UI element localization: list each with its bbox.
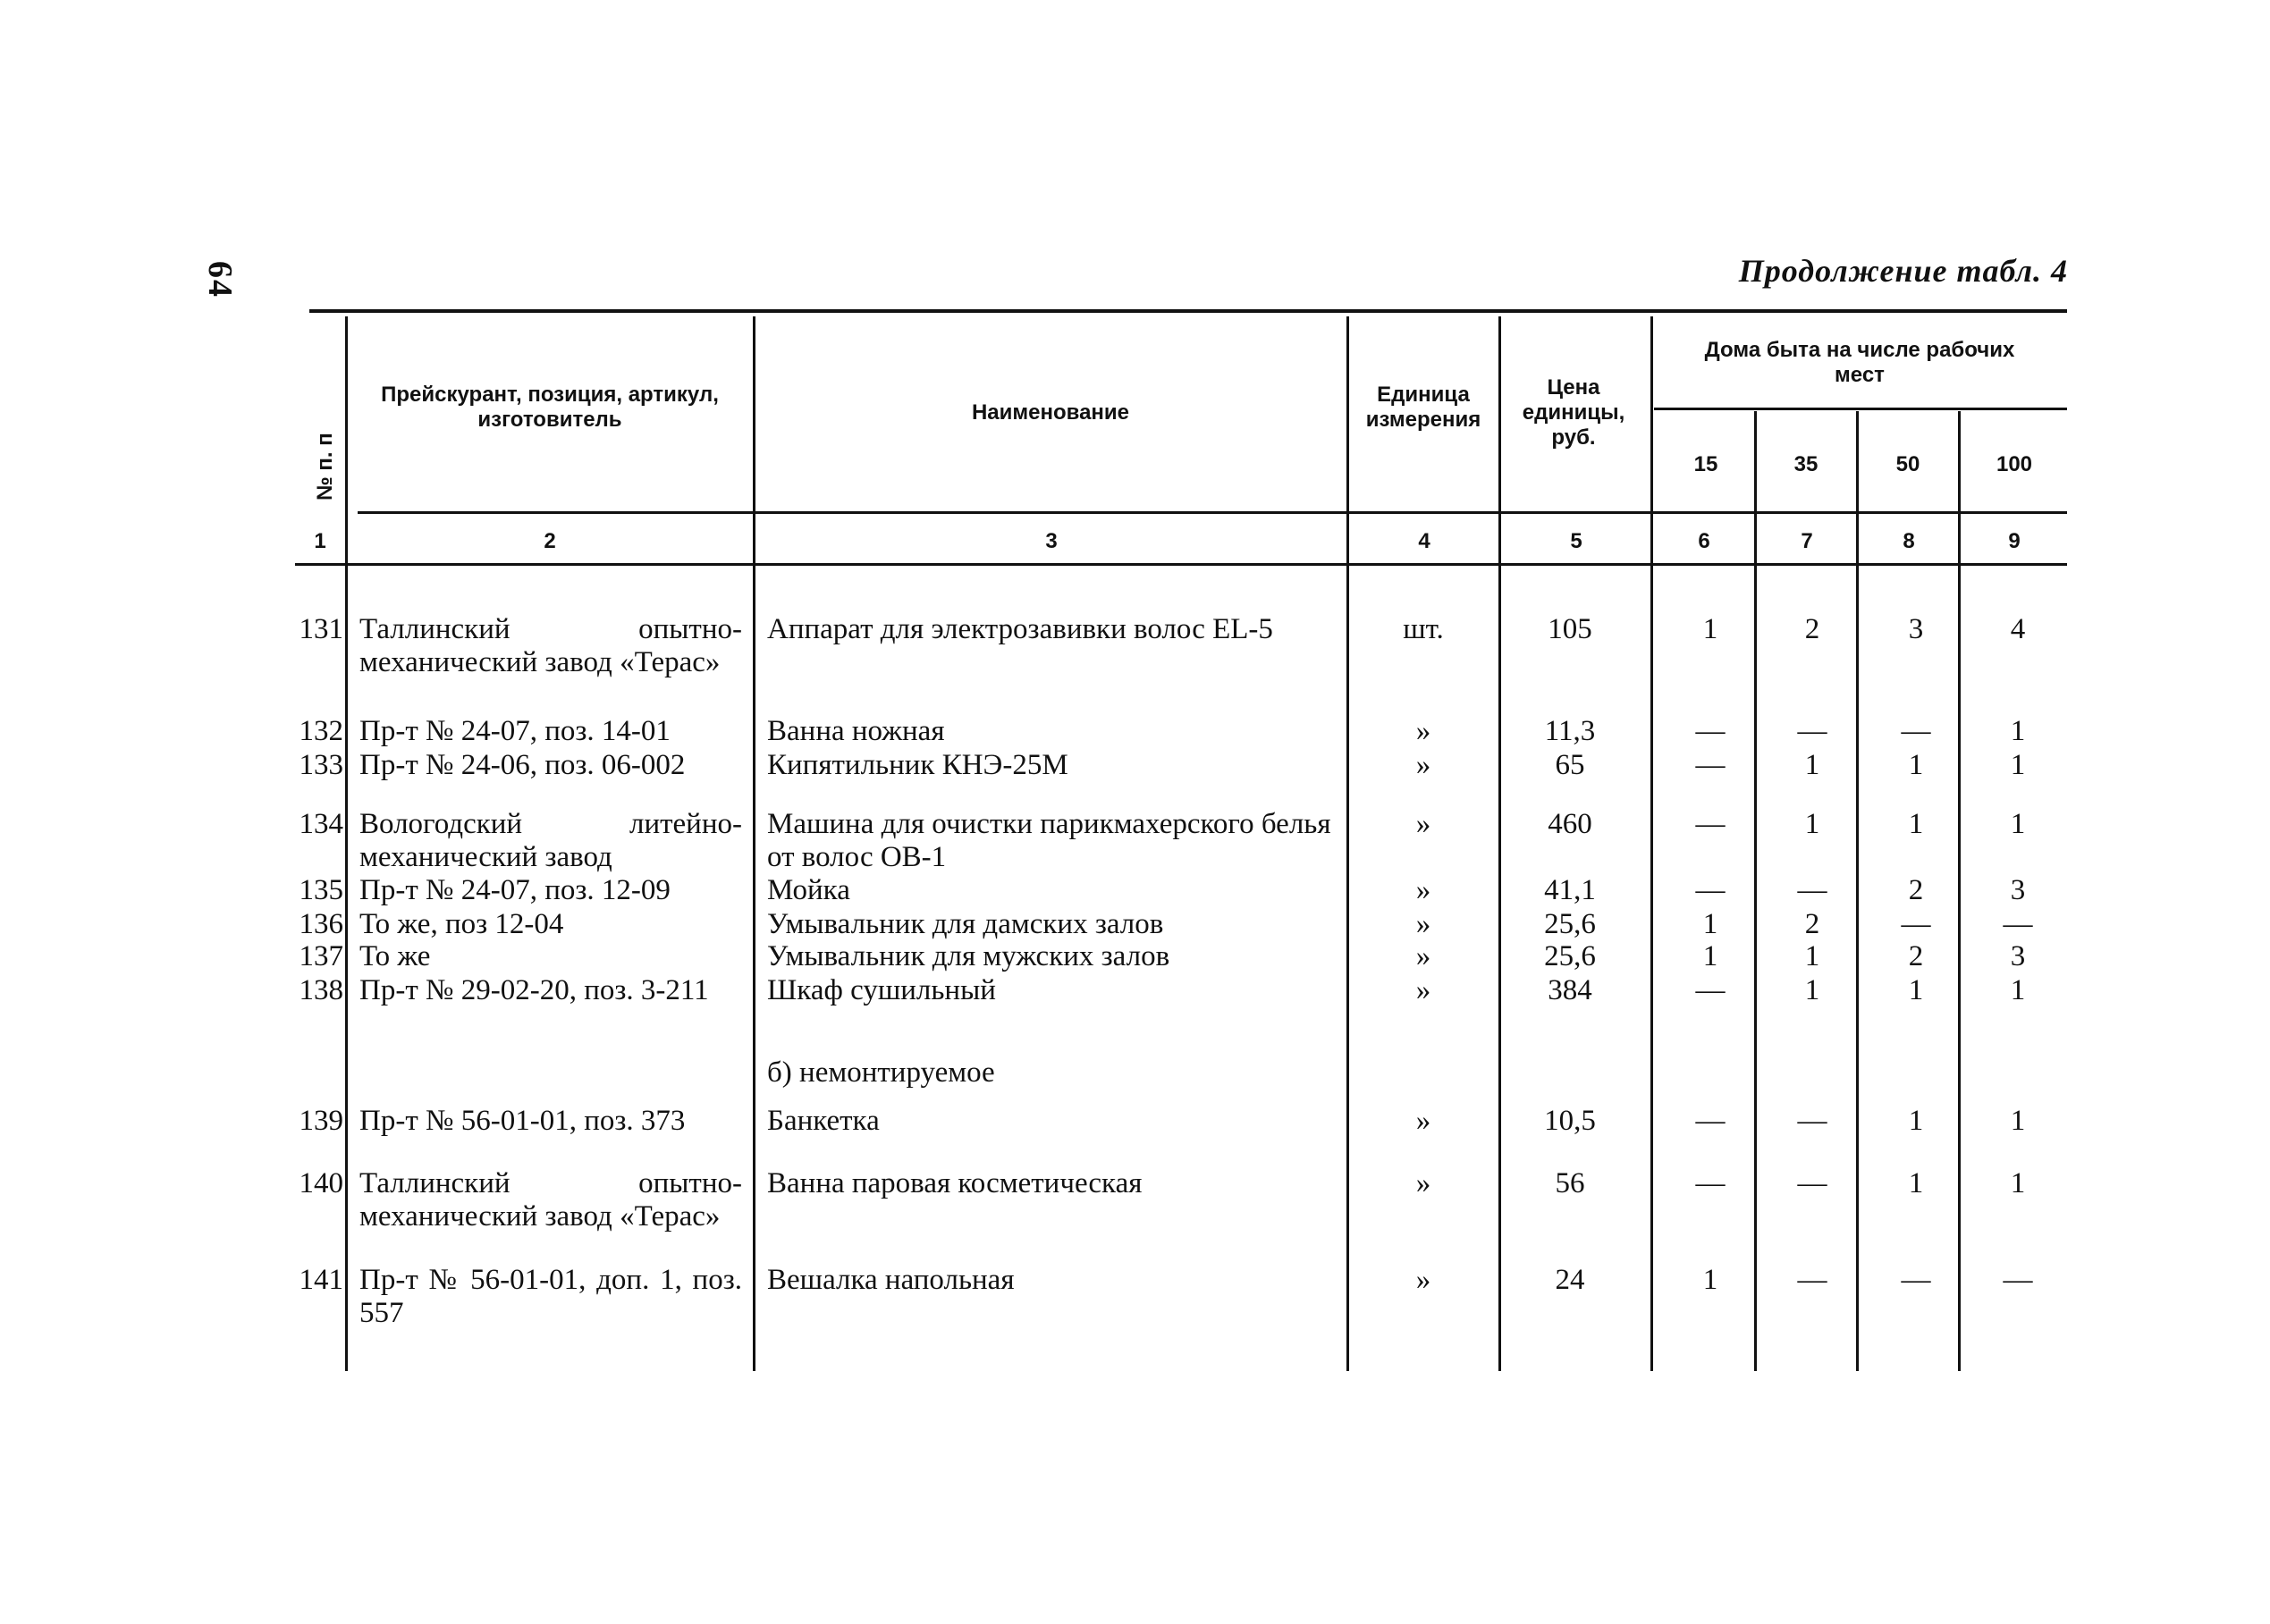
header-price: Цена единицы, руб. (1522, 375, 1625, 450)
row-name: Умывальник для дамских залов (767, 908, 1164, 940)
row-qty-15: — (1695, 749, 1726, 781)
row-price: 24 (1555, 1264, 1585, 1296)
row-number: 133 (299, 749, 343, 781)
row-qty-100: 1 (2010, 974, 2026, 1006)
continuation-title: Продолжение табл. 4 (1738, 253, 2068, 289)
row-unit: » (1415, 874, 1431, 906)
row-qty-15: 1 (1702, 940, 1718, 972)
row-qty-100: — (2003, 1264, 2033, 1296)
row-qty-35: 1 (1804, 749, 1820, 781)
col-number: 7 (1801, 529, 1813, 553)
col-number: 1 (314, 529, 326, 553)
row-price: 41,1 (1544, 874, 1596, 906)
row-qty-100: 3 (2010, 874, 2026, 906)
row-qty-15: 1 (1702, 1264, 1718, 1296)
row-qty-35: 2 (1804, 908, 1820, 940)
row-qty-35: 1 (1804, 808, 1820, 840)
header-source: Прейскурант, позиция, артикул, изготовитель (381, 383, 719, 432)
row-name: Кипятильник КНЭ-25М (767, 749, 1068, 781)
numbers-bottom-rule (295, 563, 2067, 566)
row-price: 105 (1548, 613, 1592, 645)
row-name: Банкетка (767, 1105, 880, 1137)
row-source: То же (359, 940, 431, 972)
row-qty-100: 1 (2010, 808, 2026, 840)
row-qty-15: — (1695, 974, 1726, 1006)
row-source: Вологодский литейно-механический завод (359, 808, 742, 873)
row-qty-15: — (1695, 808, 1726, 840)
header-bottom-rule (358, 511, 2067, 514)
row-qty-100: 1 (2010, 749, 2026, 781)
row-unit: » (1415, 1264, 1431, 1296)
row-number: 139 (299, 1105, 343, 1137)
col-number: 4 (1418, 529, 1430, 553)
row-number: 136 (299, 908, 343, 940)
row-qty-100: — (2003, 908, 2033, 940)
row-qty-50: 1 (1908, 1167, 1924, 1199)
row-number: 140 (299, 1167, 343, 1199)
group-rule (1654, 408, 2067, 410)
row-price: 460 (1548, 808, 1592, 840)
col-divider (1650, 316, 1653, 1371)
row-qty-15: 1 (1702, 613, 1718, 645)
row-qty-35: 1 (1804, 974, 1820, 1006)
row-source: Пр-т № 29-02-20, поз. 3-211 (359, 974, 709, 1006)
row-source: Таллинский опытно-механический завод «Терас» (359, 1167, 742, 1233)
col-number: 2 (544, 529, 556, 553)
row-qty-50: 1 (1908, 1105, 1924, 1137)
row-source: Пр-т № 56-01-01, доп. 1, поз. 557 (359, 1264, 742, 1329)
row-number: 135 (299, 874, 343, 906)
row-name: Умывальник для мужских залов (767, 940, 1170, 972)
row-qty-50: 2 (1908, 940, 1924, 972)
row-qty-50: 2 (1908, 874, 1924, 906)
page-number: 64 (201, 261, 239, 299)
row-qty-50: 1 (1908, 749, 1924, 781)
row-unit: » (1415, 940, 1431, 972)
row-qty-50: 3 (1908, 613, 1924, 645)
row-qty-35: — (1797, 715, 1827, 747)
header-group: Дома быта на числе рабочих мест (1704, 338, 2015, 387)
row-unit: » (1415, 808, 1431, 840)
col-divider (753, 316, 755, 1371)
row-source: То же, поз 12-04 (359, 908, 564, 940)
row-source: Пр-т № 24-07, поз. 12-09 (359, 874, 671, 906)
row-number: 134 (299, 808, 343, 840)
row-name: Машина для очистки парикмахерского белья от волос ОВ-1 (767, 808, 1331, 873)
row-source: Пр-т № 24-07, поз. 14-01 (359, 715, 671, 747)
row-name: Ванна паровая косметическая (767, 1167, 1143, 1199)
row-unit: » (1415, 1105, 1431, 1137)
row-qty-50: — (1901, 1264, 1931, 1296)
row-source: Пр-т № 24-06, поз. 06-002 (359, 749, 686, 781)
row-price: 25,6 (1544, 908, 1596, 940)
col-number: 5 (1570, 529, 1582, 553)
col-number: 3 (1045, 529, 1058, 553)
col-divider (1346, 316, 1349, 1371)
row-price: 65 (1555, 749, 1585, 781)
row-qty-100: 1 (2010, 715, 2026, 747)
row-number: 131 (299, 613, 343, 645)
row-qty-35: 2 (1804, 613, 1820, 645)
row-qty-35: — (1797, 1167, 1827, 1199)
row-number: 138 (299, 974, 343, 1006)
row-qty-100: 1 (2010, 1167, 2026, 1199)
row-qty-15: — (1695, 1167, 1726, 1199)
row-qty-100: 1 (2010, 1105, 2026, 1137)
table-top-rule (309, 309, 2067, 313)
row-qty-15: — (1695, 715, 1726, 747)
row-qty-35: — (1797, 1105, 1827, 1137)
row-price: 10,5 (1544, 1105, 1596, 1137)
row-qty-50: — (1901, 715, 1931, 747)
col-divider (345, 316, 348, 1371)
subheading: б) немонтируемое (767, 1056, 995, 1089)
row-name: Вешалка напольная (767, 1264, 1015, 1296)
row-name: Мойка (767, 874, 850, 906)
row-unit: » (1415, 974, 1431, 1006)
row-source: Таллинский опытно-механический завод «Терас» (359, 613, 742, 678)
row-number: 137 (299, 940, 343, 972)
header-sub-35: 35 (1793, 452, 1819, 476)
col-divider (1498, 316, 1501, 1371)
row-unit: » (1415, 715, 1431, 747)
row-unit: шт. (1403, 613, 1444, 645)
row-qty-100: 3 (2010, 940, 2026, 972)
row-price: 25,6 (1544, 940, 1596, 972)
header-sub-50: 50 (1895, 452, 1920, 476)
row-qty-15: — (1695, 1105, 1726, 1137)
row-qty-50: 1 (1908, 974, 1924, 1006)
header-sub-100: 100 (1996, 452, 2033, 476)
row-unit: » (1415, 749, 1431, 781)
row-qty-100: 4 (2010, 613, 2026, 645)
row-number: 141 (299, 1264, 343, 1296)
col-number: 8 (1903, 529, 1915, 553)
col-number: 6 (1698, 529, 1710, 553)
row-qty-35: — (1797, 1264, 1827, 1296)
row-name: Аппарат для электрозавивки волос EL-5 (767, 613, 1273, 645)
row-price: 384 (1548, 974, 1592, 1006)
row-qty-50: 1 (1908, 808, 1924, 840)
header-sub-15: 15 (1693, 452, 1718, 476)
row-price: 11,3 (1544, 715, 1596, 747)
row-qty-15: — (1695, 874, 1726, 906)
row-qty-50: — (1901, 908, 1931, 940)
row-name: Ванна ножная (767, 715, 945, 747)
header-name: Наименование (971, 400, 1130, 425)
header-number: № п. п (313, 433, 337, 501)
row-source: Пр-т № 56-01-01, поз. 373 (359, 1105, 686, 1137)
col-number: 9 (2008, 529, 2021, 553)
row-unit: » (1415, 1167, 1431, 1199)
row-qty-35: — (1797, 874, 1827, 906)
row-qty-35: 1 (1804, 940, 1820, 972)
row-name: Шкаф сушильный (767, 974, 996, 1006)
row-qty-15: 1 (1702, 908, 1718, 940)
row-number: 132 (299, 715, 343, 747)
row-unit: » (1415, 908, 1431, 940)
row-price: 56 (1555, 1167, 1585, 1199)
header-unit: Единица измерения (1365, 383, 1481, 432)
